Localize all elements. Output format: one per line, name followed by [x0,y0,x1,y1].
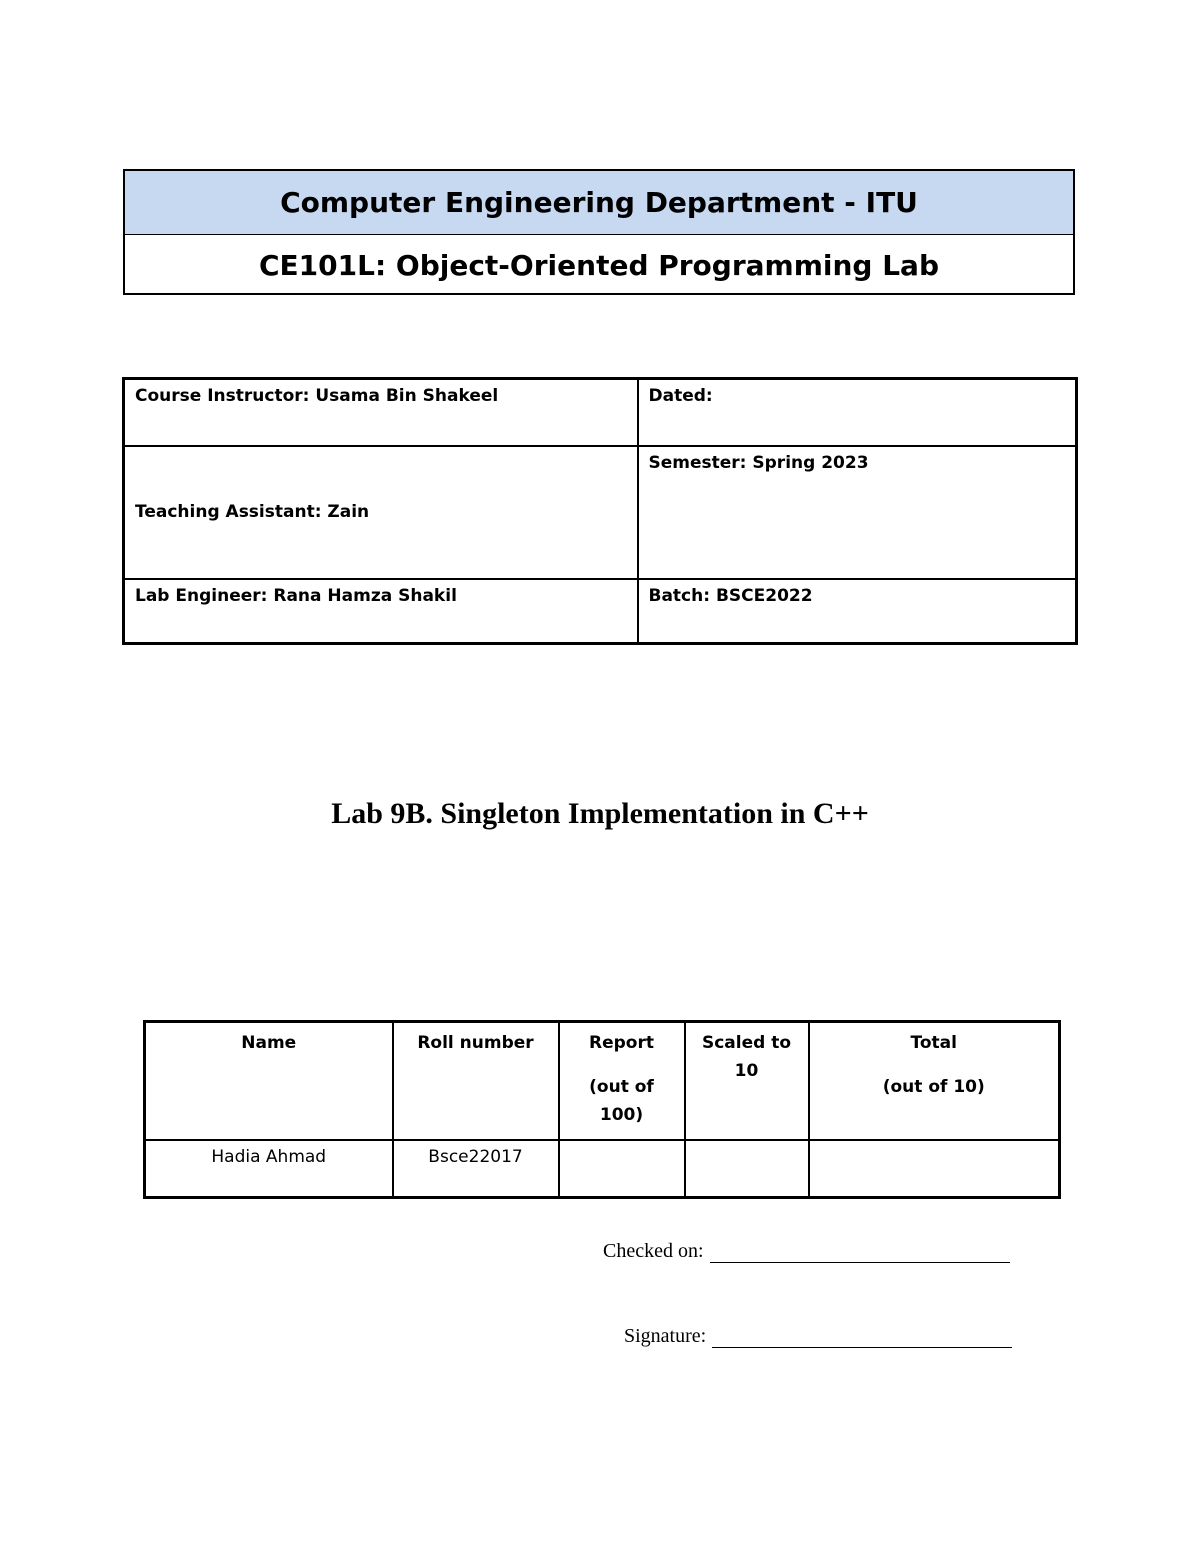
batch-cell: Batch: BSCE2022 [638,579,1077,644]
instructor-cell: Course Instructor: Usama Bin Shakeel [124,379,638,446]
header-total-line1: Total [910,1033,957,1053]
header-report [559,1022,685,1140]
header-total [809,1022,1060,1140]
lab-engineer-cell: Lab Engineer: Rana Hamza Shakil [124,579,638,644]
header-name: Name [145,1022,393,1140]
header-scaled-line1: Scaled to [701,1033,792,1053]
total-score [809,1140,1060,1198]
table-row [145,1140,1060,1198]
checked-on-blank [710,1242,1010,1263]
student-roll: Bsce22017 [393,1140,559,1198]
course-title: CE101L: Object-Oriented Programming Lab [258,248,939,282]
report-score [559,1140,685,1198]
signature-blank [712,1327,1012,1348]
header-report-line2: (out of [589,1077,654,1097]
grades-table [143,1020,1061,1199]
checked-on-line [603,1240,1010,1263]
checked-on-label: Checked on: [603,1240,704,1262]
signature-label: Signature: [624,1325,707,1347]
scaled-score [685,1140,809,1198]
department-title: Computer Engineering Department - ITU [125,171,1073,235]
lab-title: Lab 9B. Singleton Implementation in C++ [331,797,869,830]
dated-cell: Dated: [638,379,1077,446]
header-total-line2: (out of 10) [882,1077,985,1097]
header-roll-number: Roll number [393,1022,559,1140]
course-info-table [122,377,1078,645]
signature-line [624,1325,1012,1348]
header-report-line1: Report [589,1033,654,1053]
semester-cell: Semester: Spring 2023 [638,446,1077,579]
header-box [123,169,1075,295]
teaching-assistant-cell: Teaching Assistant: Zain [124,446,638,579]
header-scaled-line2: 10 [734,1061,759,1081]
header-scaled [685,1022,809,1140]
header-report-line3: 100) [599,1105,644,1125]
student-name: Hadia Ahmad [145,1140,393,1198]
